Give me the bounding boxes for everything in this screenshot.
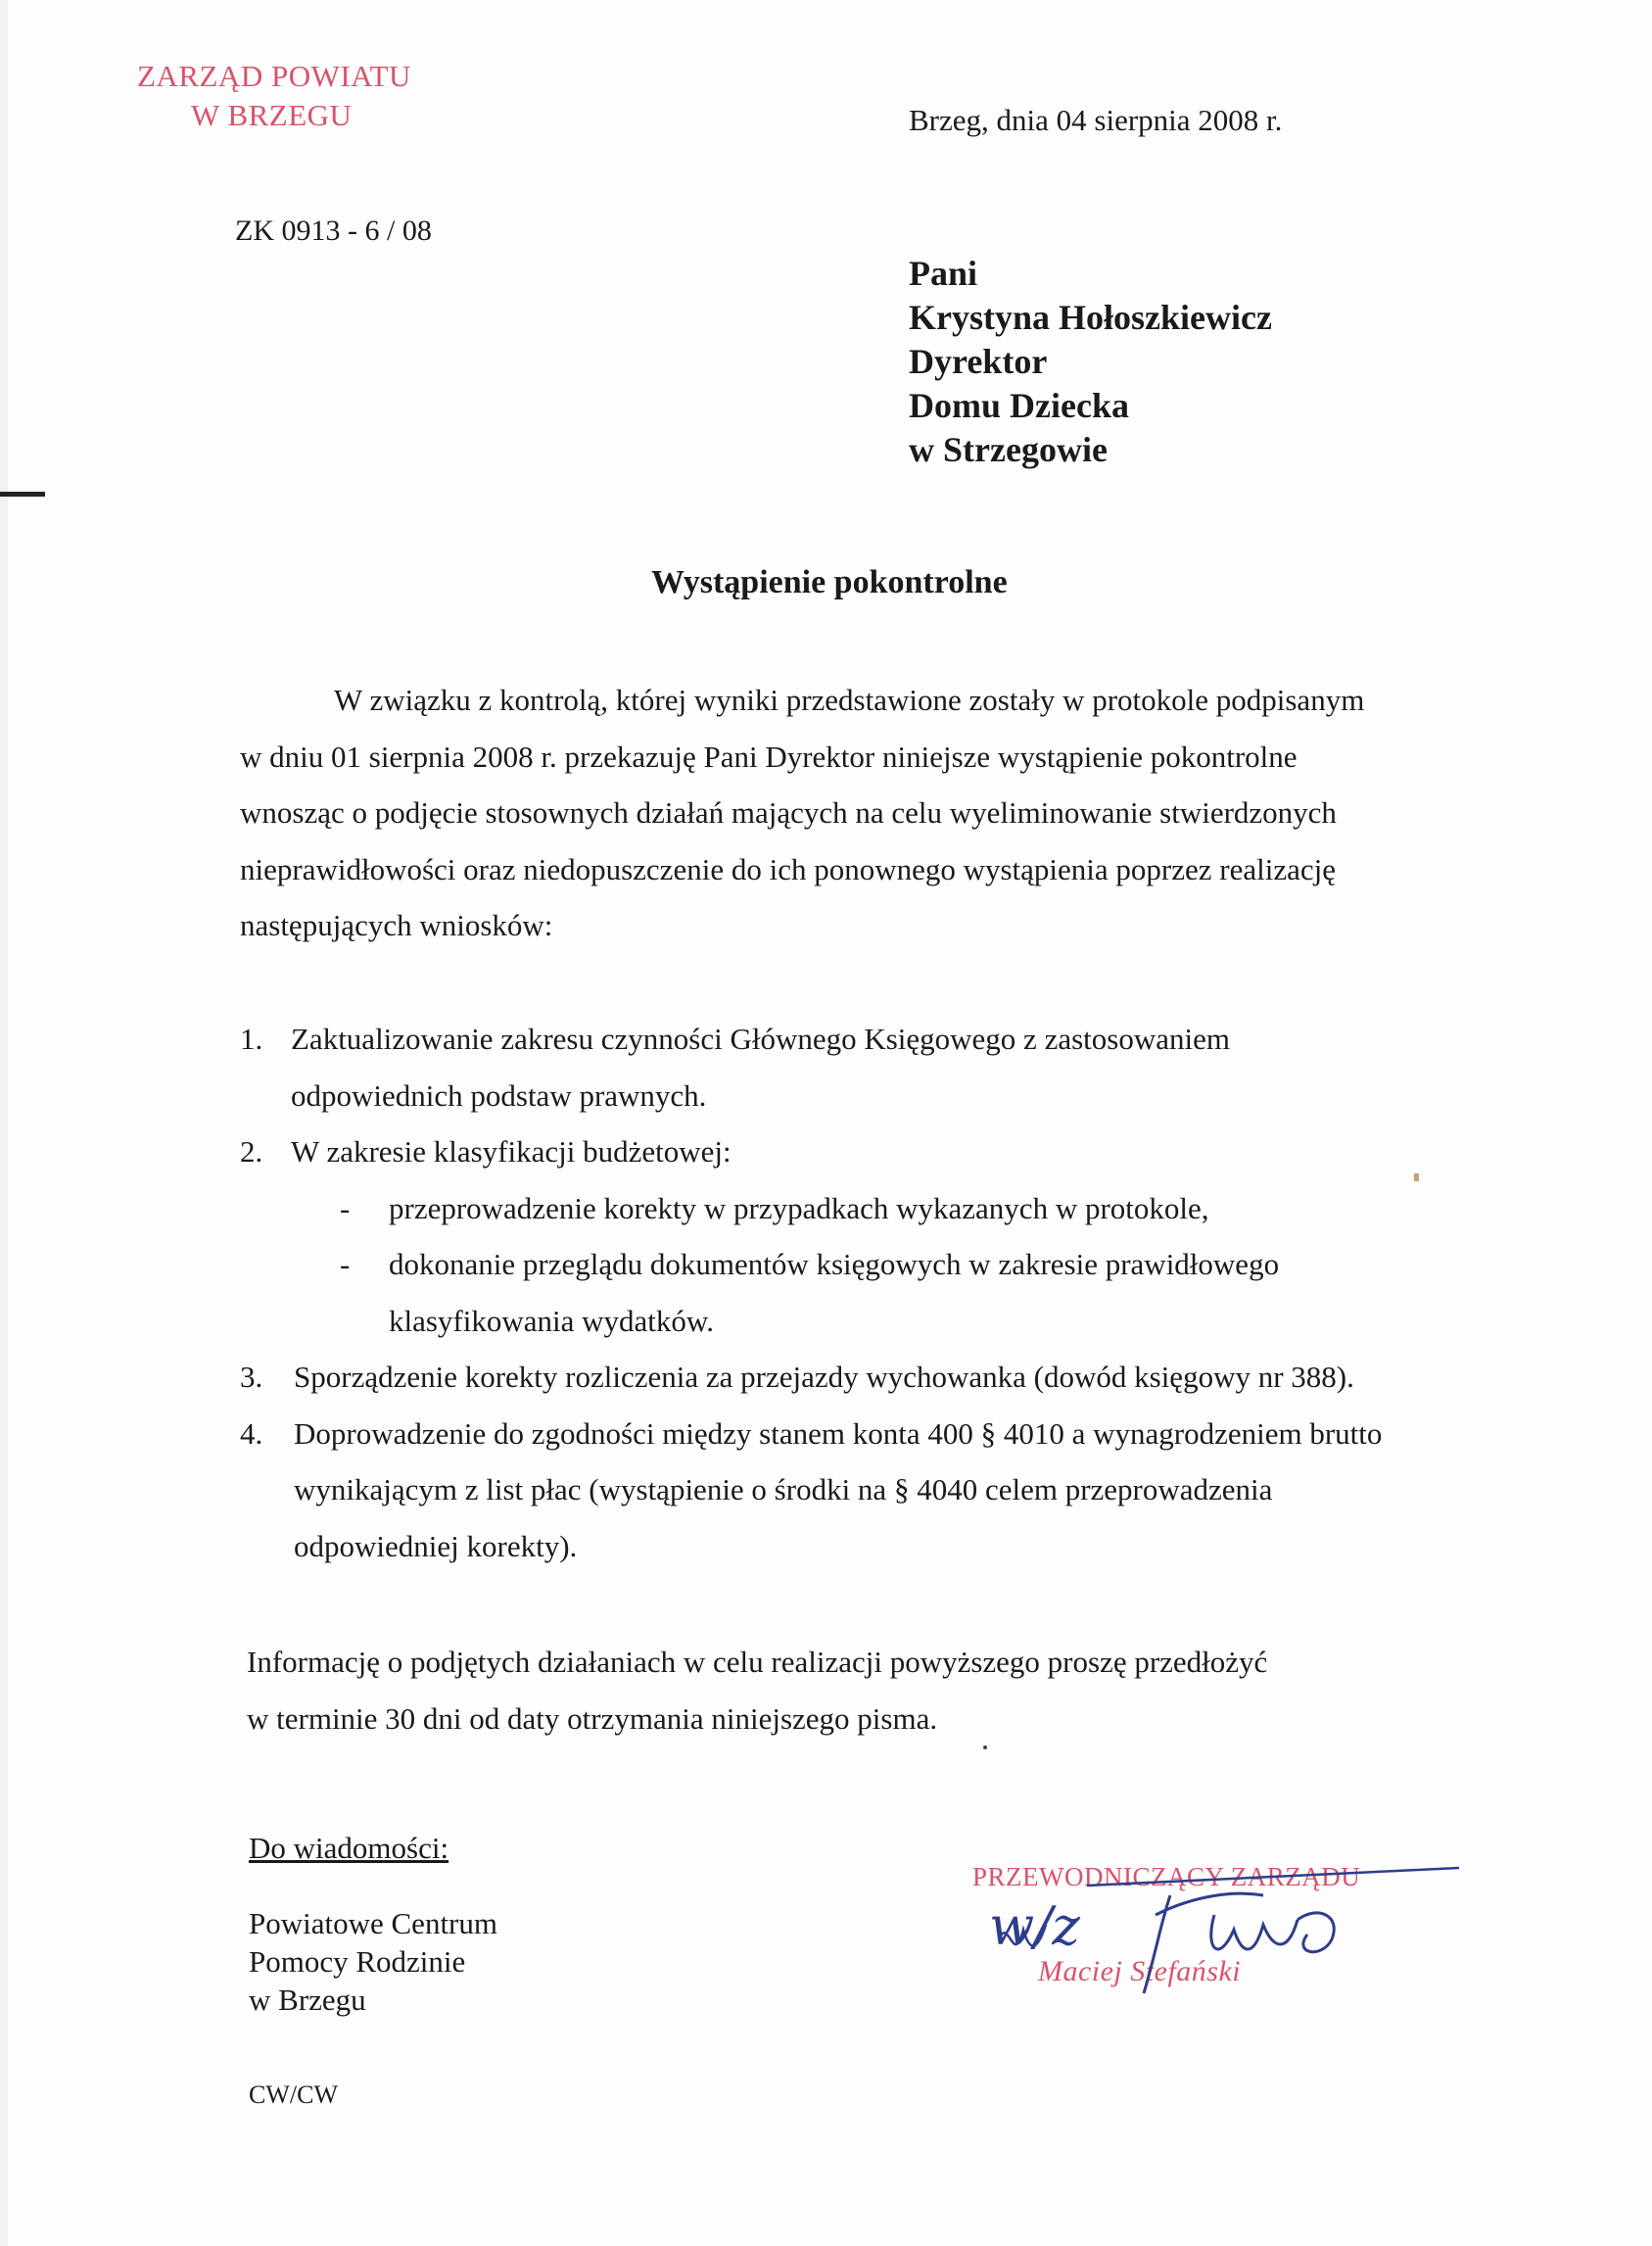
letter-title: Wystąpienie pokontrolne — [651, 564, 1008, 600]
addressee-block — [909, 252, 1272, 472]
typist-initials: CW/CW — [249, 2080, 338, 2109]
signature-stamp-name: Maciej Stefański — [1038, 1955, 1242, 1987]
paragraph-line: w terminie 30 dni od daty otrzymania niniejszego pisma. — [247, 1700, 938, 1736]
cc-line: Pomocy Rodzinie — [249, 1944, 466, 1979]
list-item-line: klasyfikowania wydatków. — [389, 1303, 715, 1338]
list-item-line: W zakresie klasyfikacji budżetowej: — [291, 1134, 732, 1169]
issuer-stamp-line1: ZARZĄD POWIATU — [137, 59, 411, 93]
list-item — [240, 1406, 1382, 1575]
list-item — [240, 1349, 1382, 1406]
list-item-line: wynikającym z list płac (wystąpienie o środki na § 4040 celem przeprowadzenia — [294, 1472, 1273, 1506]
paragraph-line: w dniu 01 sierpnia 2008 r. przekazuję Pani Dyrektor niniejsze wystąpienie pokontrolne — [240, 739, 1298, 774]
intro-paragraph — [240, 672, 1364, 954]
addressee-line: Dyrektor — [909, 342, 1048, 381]
scan-edge-mark — [0, 492, 45, 497]
handwritten-signature — [969, 1856, 1479, 2013]
cc-line: w Brzegu — [249, 1983, 366, 2017]
issuer-stamp-line2: W BRZEGU — [191, 98, 353, 132]
signature-stamp-title: PRZEWODNICZĄCY ZARZĄDU — [972, 1862, 1361, 1891]
paragraph-line: wnosząc o podjęcie stosownych działań mających na celu wyeliminowanie stwierdzonych — [240, 795, 1337, 830]
recommendations-list — [240, 1011, 1382, 1574]
list-item-line: dokonanie przeglądu dokumentów księgowych w zakresie prawidłowego — [389, 1247, 1280, 1281]
reference-number: ZK 0913 - 6 / 08 — [235, 215, 432, 247]
sub-list-bullet: - — [340, 1247, 351, 1281]
list-item-number: 1. — [240, 1022, 263, 1056]
scan-edge — [0, 0, 8, 2246]
list-item-number: 3. — [240, 1360, 263, 1394]
paragraph-line: W związku z kontrolą, której wyniki przedstawione zostały w protokole podpisanym — [334, 683, 1365, 717]
sub-list-item — [240, 1236, 1382, 1349]
sub-list-item — [240, 1180, 1382, 1237]
addressee-line: w Strzegowie — [909, 430, 1108, 469]
cc-line: Powiatowe Centrum — [249, 1906, 497, 1940]
list-item-line: odpowiedniej korekty). — [294, 1528, 578, 1563]
paragraph-line: Informację o podjętych działaniach w celu realizacji powyższego proszę przedłożyć — [247, 1645, 1268, 1679]
list-item-line: Doprowadzenie do zgodności między stanem konta 400 § 4010 a wynagrodzeniem brutto — [294, 1415, 1383, 1451]
addressee-line: Domu Dziecka — [909, 386, 1129, 425]
list-item — [240, 1011, 1382, 1123]
paragraph-line: następujących wniosków: — [240, 908, 553, 942]
list-item-line: Sporządzenie korekty rozliczenia za przejazdy wychowanka (dowód księgowy nr 388). — [294, 1360, 1354, 1394]
scan-speck — [983, 1745, 987, 1749]
cc-heading: Do wiadomości: — [249, 1831, 449, 1865]
list-item — [240, 1123, 1382, 1180]
list-item-line: przeprowadzenie korekty w przypadkach wykazanych w protokole, — [389, 1190, 1209, 1225]
list-item-number: 4. — [240, 1415, 263, 1451]
addressee-line: Krystyna Hołoszkiewicz — [909, 298, 1272, 337]
list-item-line: odpowiednich podstaw prawnych. — [291, 1077, 707, 1113]
sub-list-bullet: - — [340, 1190, 351, 1225]
addressee-line: Pani — [909, 254, 978, 293]
cc-recipient — [249, 1904, 497, 2019]
signature-handwritten: w/z — [989, 1895, 1080, 1957]
closing-paragraph — [247, 1634, 1267, 1746]
letter-date: Brzeg, dnia 04 sierpnia 2008 r. — [909, 103, 1283, 137]
list-item-line: Zaktualizowanie zakresu czynności Głównego Księgowego z zastosowaniem — [291, 1022, 1230, 1056]
scan-speck — [1414, 1173, 1419, 1181]
list-item-number: 2. — [240, 1134, 263, 1169]
paragraph-line: nieprawidłowości oraz niedopuszczenie do ich ponownego wystąpienia poprzez realizację — [240, 851, 1336, 886]
